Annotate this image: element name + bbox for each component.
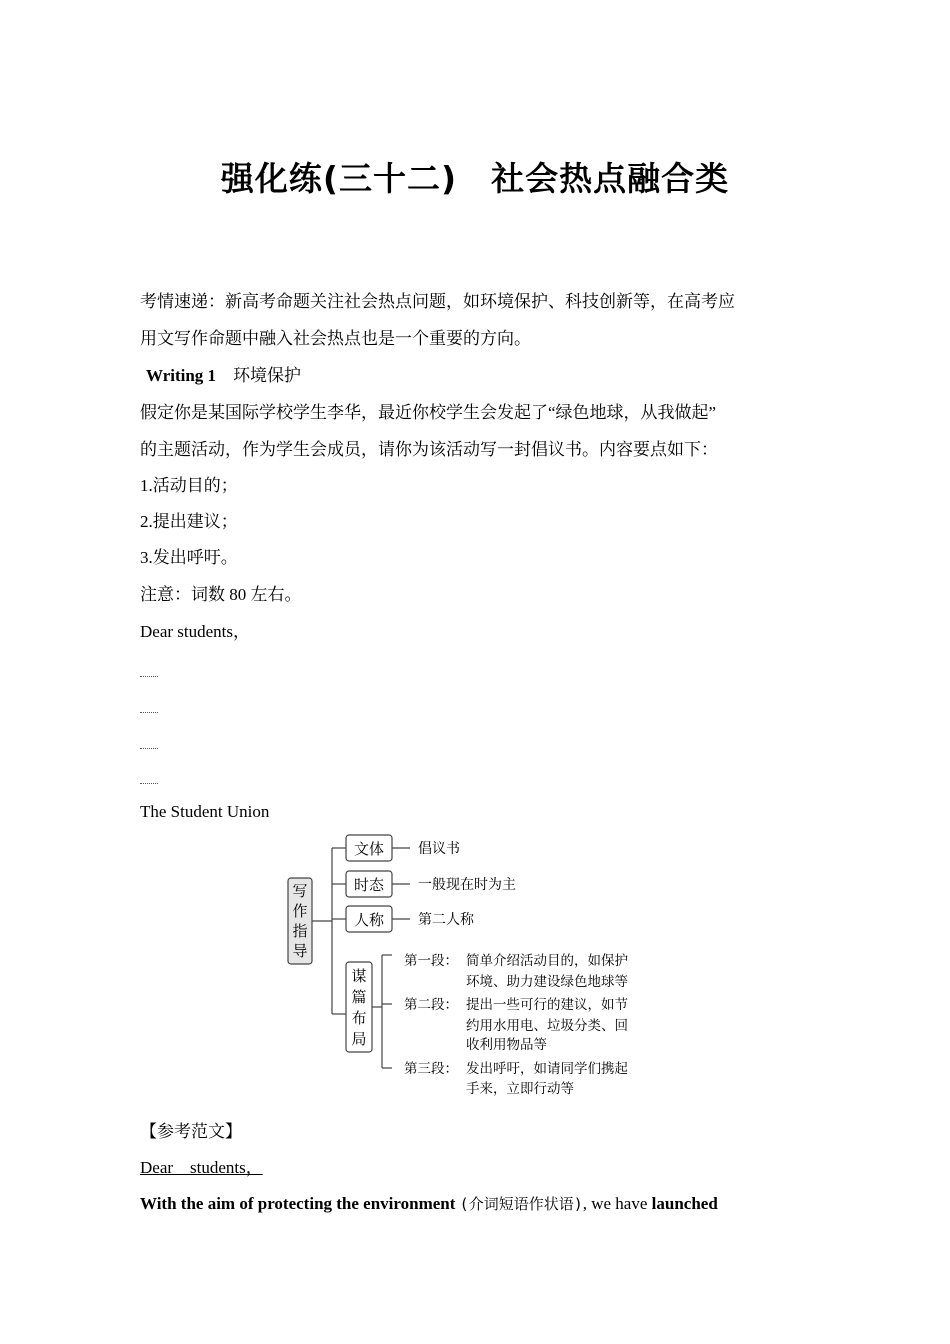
page-title: 强化练(三十二) 社会热点融合类 <box>220 159 730 198</box>
guide-p3-label: 第三段： <box>404 1061 458 1077</box>
writing-guide-diagram <box>280 830 680 1100</box>
answer-line-1 <box>140 676 158 677</box>
model-greeting: Dear students， <box>140 1158 263 1177</box>
model-s1-mid: , we have <box>582 1194 652 1213</box>
guide-layout-char-1: 谋 <box>351 967 367 985</box>
answer-line-2 <box>140 712 158 713</box>
guide-p1-line-2: 环境、助力建设绿色地球等 <box>466 974 628 990</box>
guide-person-value: 第二人称 <box>418 912 474 928</box>
guide-p1-label: 第一段： <box>404 953 458 969</box>
guide-root-char-4: 导 <box>292 942 308 960</box>
guide-layout-char-3: 布 <box>351 1009 367 1027</box>
writing1-heading: Writing 1 <box>146 366 217 385</box>
model-s1-note: (介词短语作状语) <box>459 1195 583 1213</box>
guide-person-label: 人称 <box>353 911 385 929</box>
guide-p2-line-1: 提出一些可行的建议，如节 <box>466 997 628 1013</box>
prompt-line-1: 假定你是某国际学校学生李华，最近你校学生会发起了“绿色地球，从我做起” <box>140 403 717 422</box>
guide-p3-line-2: 手来，立即行动等 <box>466 1081 574 1097</box>
guide-genre-value: 倡议书 <box>418 841 460 857</box>
model-s1-bold: With the aim of protecting the environment <box>140 1194 456 1213</box>
guide-genre-label: 文体 <box>353 840 385 858</box>
answer-line-3 <box>140 748 158 749</box>
guide-p2-line-2: 约用水用电、垃圾分类、回 <box>466 1018 628 1034</box>
guide-root-char-3: 指 <box>292 922 308 940</box>
intro-label: 考情速递： <box>140 292 225 312</box>
model-s1-bold2: launched <box>651 1194 718 1213</box>
guide-p2-line-3: 收利用物品等 <box>466 1037 547 1053</box>
guide-tense-value: 一般现在时为主 <box>418 877 516 893</box>
writing1-topic: 环境保护 <box>233 366 302 385</box>
model-heading: 【参考范文】 <box>140 1122 242 1142</box>
guide-p1-line-1: 简单介绍活动目的，如保护 <box>466 953 628 969</box>
writing1-heading-line <box>146 364 826 388</box>
letter-signoff: The Student Union <box>140 802 270 821</box>
intro-line-1 <box>140 290 820 314</box>
note-line <box>140 583 820 607</box>
letter-greeting: Dear students， <box>140 622 251 641</box>
intro-line-2: 用文写作命题中融入社会热点也是一个重要的方向。 <box>140 329 531 348</box>
intro-text-1: 新高考命题关注社会热点问题，如环境保护、科技创新等，在高考应 <box>225 292 735 311</box>
guide-layout-char-2: 篇 <box>351 988 367 1006</box>
prompt-line-2: 的主题活动，作为学生会成员，请你为该活动写一封倡议书。内容要点如下： <box>140 440 718 459</box>
answer-line-4 <box>140 783 158 784</box>
note-text: 词数 80 左右。 <box>191 585 302 604</box>
guide-tense-label: 时态 <box>353 876 385 894</box>
model-greeting-line <box>140 1156 820 1180</box>
guide-root-char-2: 作 <box>292 902 308 920</box>
point-1: 1.活动目的； <box>140 476 238 495</box>
guide-root-char-1: 写 <box>292 882 308 900</box>
note-label: 注意： <box>140 585 191 605</box>
guide-layout-char-4: 局 <box>351 1030 367 1048</box>
guide-p2-label: 第二段： <box>404 997 458 1013</box>
point-3: 3.发出呼吁。 <box>140 548 238 567</box>
point-2: 2.提出建议； <box>140 512 238 531</box>
model-sentence-1 <box>140 1192 820 1216</box>
guide-p3-line-1: 发出呼吁，如请同学们携起 <box>466 1061 628 1077</box>
